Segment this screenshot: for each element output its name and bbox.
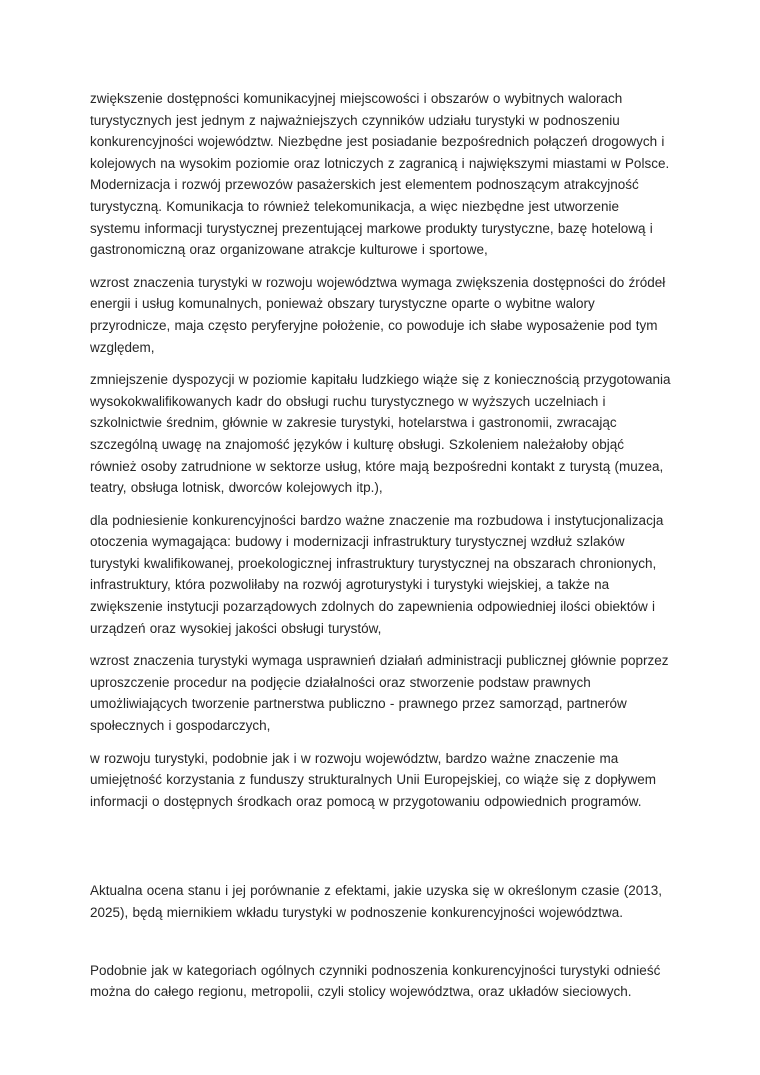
paragraph-region-metropolis-networks: Podobnie jak w kategoriach ogólnych czynniki podnoszenia konkurencyjności turystyki odnieść można do całego regionu, metropolii, czyli stolicy województwa, oraz układów sieciowych. bbox=[90, 962, 661, 1000]
paragraph-public-administration: wzrost znaczenia turystyki wymaga usprawnień działań administracji publicznej głównie poprzez uproszczenie procedur na podjęcie działalności oraz stworzenie podstaw prawnych umożliwiających tworzenie partnerstwa publiczno - prawnego przez samorząd, partnerów społecznych i gospodarczych, bbox=[90, 653, 669, 734]
paragraph-infrastructure-institutions: dla podniesienie konkurencyjności bardzo ważne znaczenie ma rozbudowa i instytucjonalizacja otoczenia wymagająca: budowy i modernizacji infrastruktury turystycznej wzdłuż szlaków turystyki kwalifikowanej, proekologicznej infrastruktury turystycznej na obszarach chronionych, infrastruktury, która pozwoliłaby na rozwój agroturystyki i turystyki wiejskiej, a także na zwiększenie instytucji pozarządowych zdolnych do zapewnienia odpowiedniej ilości obiektów i urządzeń oraz wysokiej jakości obsługi turystów, bbox=[90, 512, 664, 636]
paragraph-energy-utilities: wzrost znaczenia turystyki w rozwoju województwa wymaga zwiększenia dostępności do źródeł energii i usług komunalnych, ponieważ obszary turystyczne oparte o wybitne walory przyrodnicze, maja często peryferyjne położenie, co powoduje ich słabe wyposażenie pod tym względem, bbox=[90, 274, 666, 355]
paragraph-assessment-2013-2025: Aktualna ocena stanu i jej porównanie z efektami, jakie uzyska się w określonym czasie (2013, 2025), będą miernikiem wkładu turystyki w podnoszenie konkurencyjności województwa. bbox=[90, 883, 663, 920]
document-text-block bbox=[90, 88, 672, 1014]
paragraph-human-capital: zmniejszenie dyspozycji w poziomie kapitału ludzkiego wiąże się z koniecznością przygotowania wysokokwalifikowanych kadr do obsługi ruchu turystycznego w wyższych uczelniach i szkolnictwie średnim, głównie w zakresie turystyki, hotelarstwa i gastronomii, zwracając szczególną uwagę na znajomość języków i kulturę obsługi. Szkoleniem należałoby objąć również osoby zatrudnione w sektorze usług, które mają bezpośredni kontakt z turystą (muzea, teatry, obsługa lotnisk, dworców kolejowych itp.), bbox=[90, 372, 671, 496]
paragraph-transport-accessibility: zwiększenie dostępności komunikacyjnej miejscowości i obszarów o wybitnych walorach turystycznych jest jednym z najważniejszych czynników udziału turystyki w podnoszeniu konkurencyjności województw. Niezbędne jest posiadanie bezpośrednich połączeń drogowych i kolejowych na wysokim poziomie oraz lotniczych z zagranicą i największymi miastami w Polsce. Modernizacja i rozwój przewozów pasażerskich jest elementem podnoszącym atrakcyjność turystyczną. Komunikacja to również telekomunikacja, a więc niezbędne jest utworzenie systemu informacji turystycznej prezentującej markowe produkty turystyczne, bazę hotelową i gastronomiczną oraz organizowane atrakcje kulturowe i sportowe, bbox=[90, 91, 670, 258]
paragraph-eu-structural-funds: w rozwoju turystyki, podobnie jak i w rozwoju województw, bardzo ważne znaczenie ma umiejętność korzystania z funduszy strukturalnych Unii Europejskiej, co wiąże się z dopływem informacji o dostępnych środkach oraz pomocą w przygotowaniu odpowiednich programów. bbox=[90, 750, 656, 809]
